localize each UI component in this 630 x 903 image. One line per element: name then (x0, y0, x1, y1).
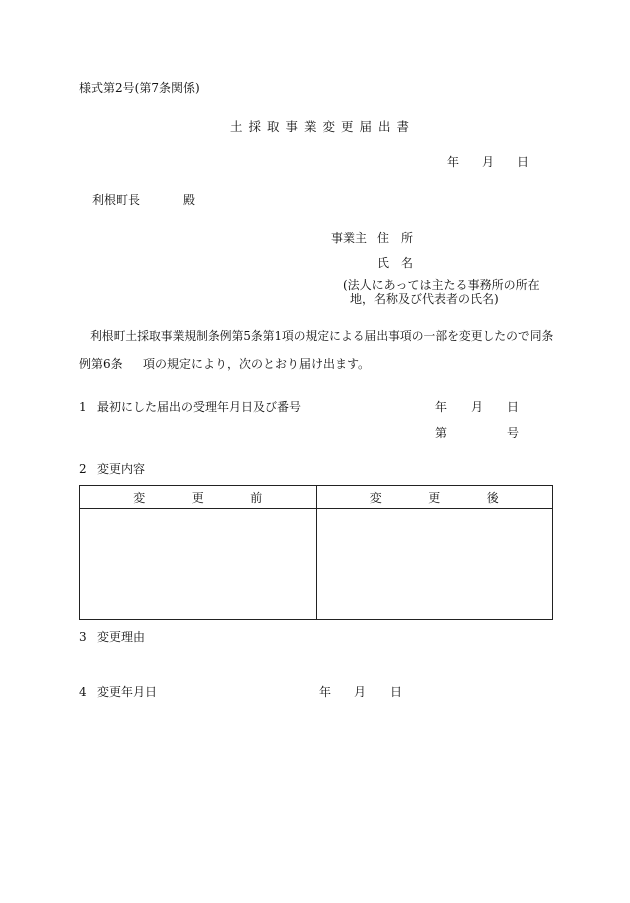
before-header-char: 前 (250, 490, 263, 505)
business-owner-label: 事業主 (331, 231, 368, 245)
section-4-year: 年 (319, 685, 332, 699)
date-year: 年 (447, 155, 460, 169)
before-header (80, 486, 317, 509)
addressee-honorific: 殿 (183, 193, 196, 207)
section-2-label: 変更内容 (97, 462, 146, 476)
applicant-note-line2: 地，名称及び代表者の氏名) (350, 292, 499, 306)
section-2-number: 2 (79, 462, 87, 476)
before-content-cell[interactable] (80, 509, 317, 620)
date-day: 日 (517, 155, 530, 169)
date-month: 月 (482, 155, 495, 169)
section-3-label: 変更理由 (97, 630, 146, 644)
address-label: 住 所 (377, 231, 414, 245)
body-line-1: 利根町土採取事業規制条例第5条第1項の規定による届出事項の一部を変更したので同条 (90, 329, 554, 343)
applicant-note-line1: (法人にあっては主たる事務所の所在 (343, 278, 540, 292)
section-4-label: 変更年月日 (97, 685, 158, 699)
name-label: 氏 名 (377, 256, 414, 270)
section-1-month: 月 (471, 400, 484, 414)
before-header-char: 変 (133, 490, 146, 505)
document-title: 土採取事業変更届出書 (230, 119, 416, 134)
after-header-char: 変 (369, 490, 382, 505)
section-1-label: 最初にした届出の受理年月日及び番号 (97, 400, 302, 414)
after-header-char: 後 (486, 490, 499, 505)
body-line-2a: 例第6条 (79, 357, 123, 371)
after-header-char: 更 (428, 490, 441, 505)
body-line-2b: 項の規定により，次のとおり届け出ます。 (143, 357, 371, 371)
section-4-day: 日 (390, 685, 403, 699)
change-content-table (79, 485, 553, 620)
section-1-day: 日 (507, 400, 520, 414)
section-3-number: 3 (79, 630, 87, 644)
form-number: 様式第2号(第7条関係) (79, 81, 200, 95)
section-1-go: 号 (507, 426, 520, 440)
after-content-cell[interactable] (316, 509, 553, 620)
section-1-number: 1 (79, 400, 87, 414)
section-4-month: 月 (354, 685, 367, 699)
section-4-number: 4 (79, 685, 87, 699)
before-header-char: 更 (191, 490, 204, 505)
after-header (316, 486, 553, 509)
section-1-dai: 第 (435, 426, 448, 440)
addressee-name: 利根町長 (92, 193, 141, 207)
section-1-year: 年 (435, 400, 448, 414)
